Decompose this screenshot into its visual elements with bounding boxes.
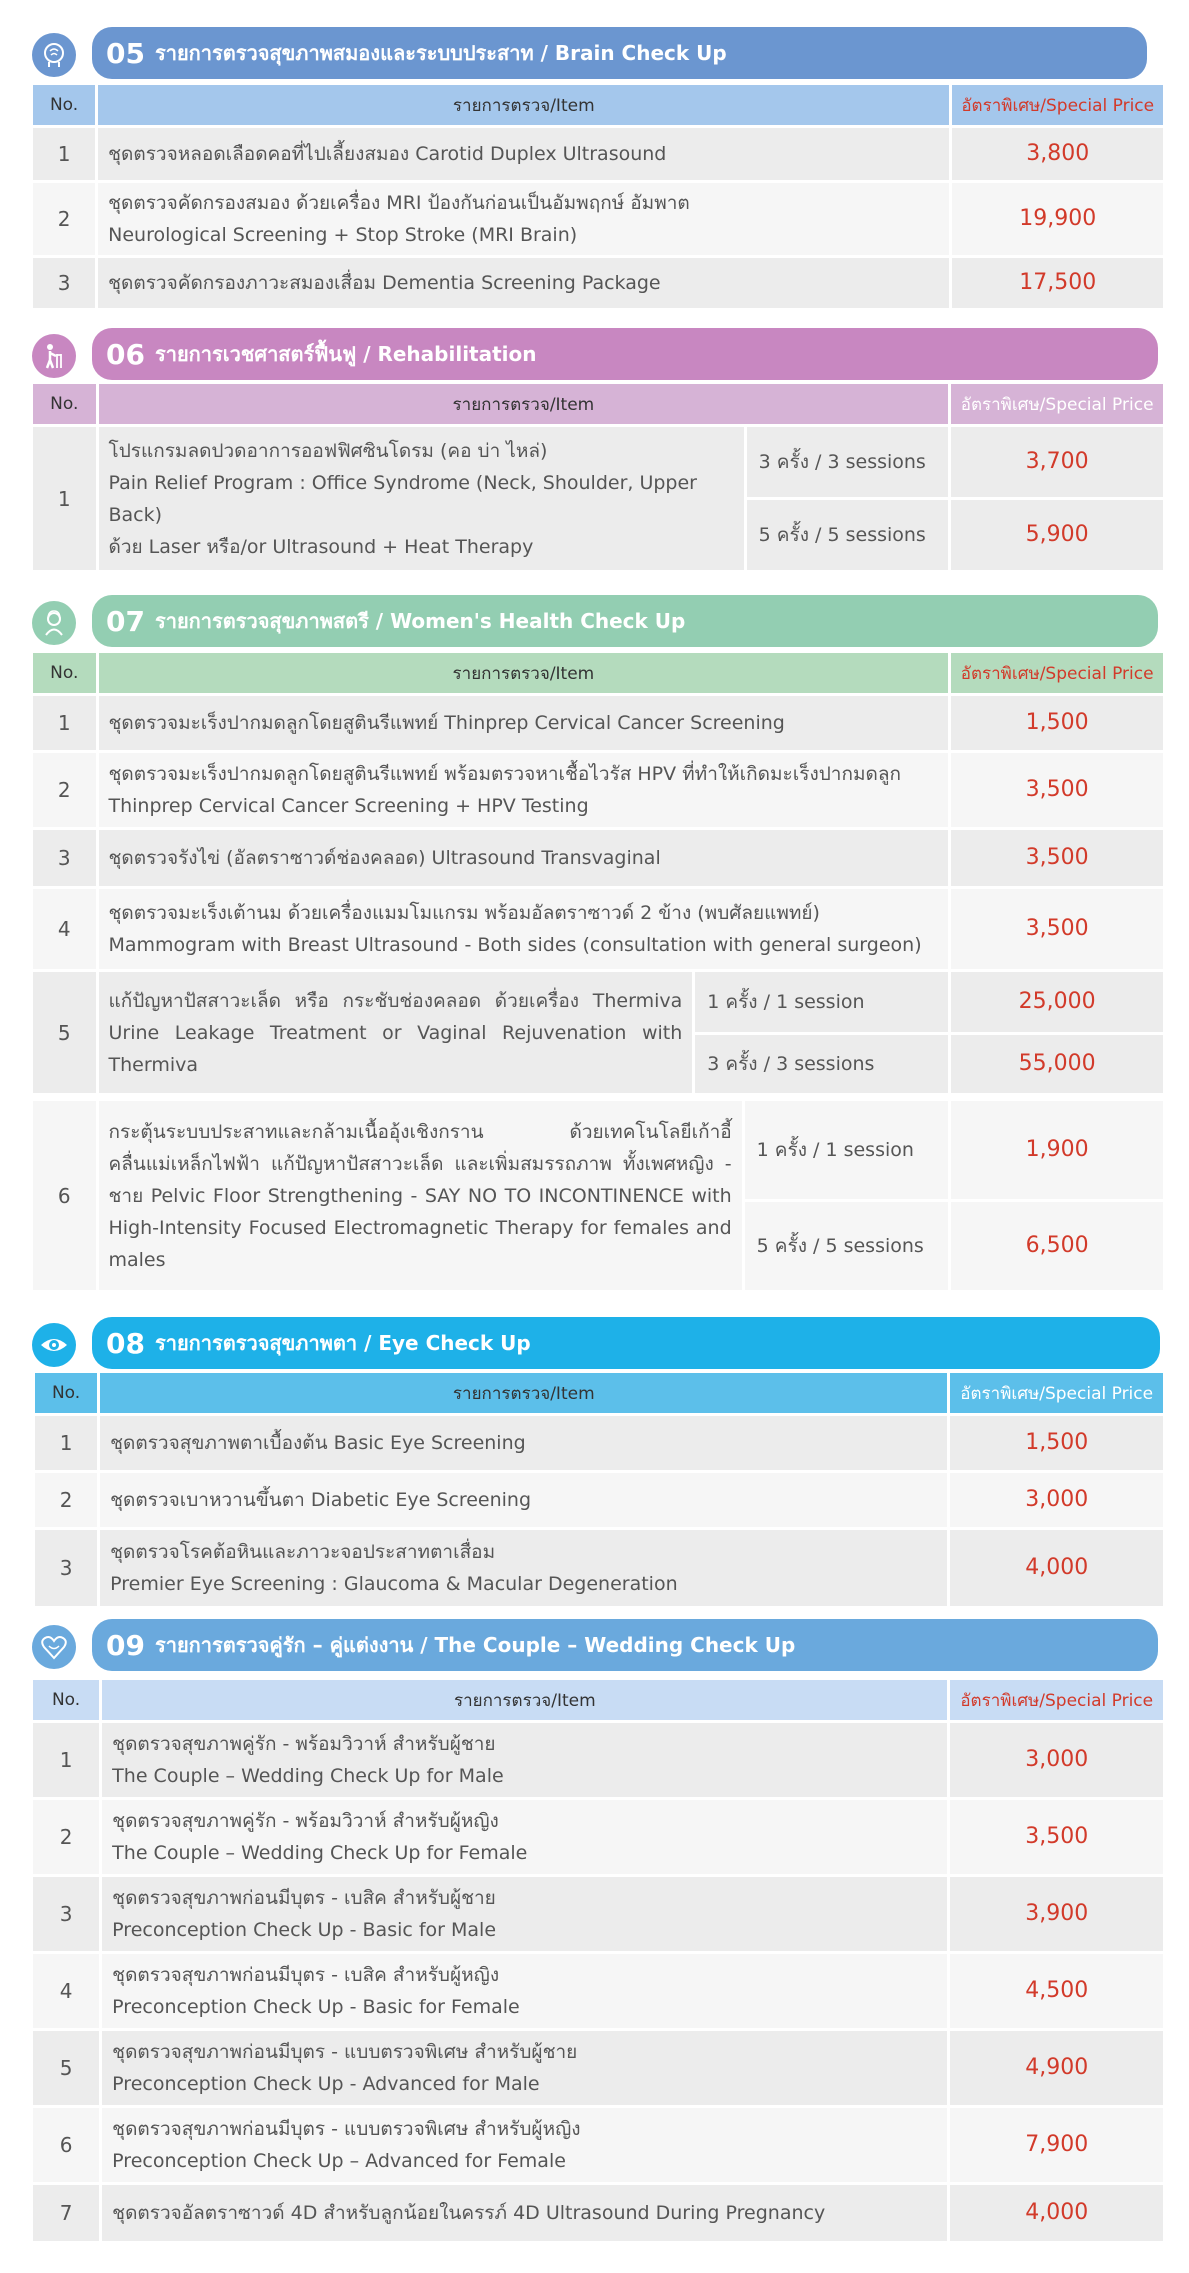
row-item — [98, 258, 949, 308]
row-item — [98, 183, 949, 255]
row-number: 3 — [33, 830, 96, 886]
item-line: Preconception Check Up - Basic for Female — [112, 1996, 520, 2018]
row-price: 4,000 — [950, 2185, 1163, 2241]
row-number: 2 — [35, 1473, 97, 1527]
row-price: 25,000 — [951, 972, 1163, 1032]
item-line: ชุดตรวจสุขภาพก่อนมีบุตร - เบสิค สำหรับผู้หญิง — [112, 1964, 500, 1986]
eye-icon — [32, 1323, 76, 1367]
section-08-header — [32, 1317, 1160, 1373]
section-number: 09 — [106, 1628, 145, 1662]
womens-health-table — [30, 650, 1166, 1096]
row-price: 3,000 — [950, 1723, 1163, 1797]
table-row — [33, 696, 1163, 750]
row-number: 5 — [33, 972, 96, 1093]
header-no: No. — [35, 1373, 97, 1413]
table-row — [33, 753, 1163, 827]
item-line: Preconception Check Up - Advanced for Male — [112, 2073, 540, 2095]
row-price: 3,800 — [952, 128, 1163, 180]
row-price: 5,900 — [951, 500, 1163, 570]
table-row — [33, 2108, 1163, 2182]
row-number: 5 — [33, 2031, 99, 2105]
table-row — [35, 1473, 1163, 1527]
row-item — [99, 972, 693, 1093]
section-05-header — [32, 27, 1147, 83]
item-text: แก้ปัญหาปัสสาวะเล็ด หรือ กระชับช่องคลอด ด้วยเครื่อง Thermiva Urine Leakage Treatment or Vaginal Rejuvenation with Thermiva — [108, 989, 683, 1076]
header-item: รายการตรวจ/Item — [99, 384, 949, 424]
woman-icon — [32, 601, 76, 645]
couple-checkup-table — [30, 1677, 1166, 2244]
row-item — [102, 1877, 947, 1951]
row-price: 3,500 — [951, 753, 1163, 827]
item-line: ชุดตรวจหลอดเลือดคอที่ไปเลี้ยงสมอง Carotid Duplex Ultrasound — [108, 143, 667, 165]
section-title: รายการตรวจสุขภาพสมองและระบบประสาท / Brain Check Up — [154, 41, 727, 65]
row-number: 1 — [33, 128, 95, 180]
walker-person-icon — [32, 334, 76, 378]
brain-checkup-table — [30, 82, 1166, 311]
item-line: ชุดตรวจสุขภาพคู่รัก - พร้อมวิวาห์ สำหรับผู้ชาย — [112, 1733, 496, 1755]
item-line: Premier Eye Screening : Glaucoma & Macular Degeneration — [110, 1573, 678, 1595]
row-item — [102, 1723, 947, 1797]
row-price: 3,000 — [950, 1473, 1163, 1527]
item-line: ชุดตรวจสุขภาพก่อนมีบุตร - เบสิค สำหรับผู้ชาย — [112, 1887, 496, 1909]
table-row — [35, 1416, 1163, 1470]
row-item — [99, 830, 949, 886]
rehabilitation-table — [30, 381, 1166, 573]
row-number: 7 — [33, 2185, 99, 2241]
table-row — [35, 1530, 1163, 1606]
row-number: 3 — [35, 1530, 97, 1606]
header-item: รายการตรวจ/Item — [98, 85, 949, 125]
session-option: 1 ครั้ง / 1 session — [745, 1101, 949, 1199]
item-line: ชุดตรวจสุขภาพก่อนมีบุตร - แบบตรวจพิเศษ สำหรับผู้หญิง — [112, 2118, 581, 2140]
row-item — [102, 2185, 947, 2241]
row-item — [102, 2031, 947, 2105]
table-row — [33, 2031, 1163, 2105]
row-price: 55,000 — [951, 1035, 1163, 1093]
row-price: 3,500 — [950, 1800, 1163, 1874]
header-price: อัตราพิเศษ/Special Price — [951, 384, 1163, 424]
item-line: The Couple – Wedding Check Up for Female — [112, 1842, 528, 1864]
row-number: 1 — [33, 696, 96, 750]
row-item — [100, 1416, 947, 1470]
table-row — [33, 830, 1163, 886]
item-text: กระตุ้นระบบประสาทและกล้ามเนื้ออุ้งเชิงกราน ด้วยเทคโนโลยีเก้าอี้คลื่นแม่เหล็กไฟฟ้า แก้ปัญหาปัสสาวะเล็ด และเพิ่มสมรรถภาพ ทั้งเพศหญิง - ชาย Pelvic Floor Strengthening - SAY NO TO INCONTINENCE with High-Intensity Focused Electromagnetic Therapy for females and males — [108, 1120, 732, 1271]
section-07-header — [32, 595, 1158, 651]
section-09-title-bar — [92, 1619, 1158, 1671]
row-item — [102, 2108, 947, 2182]
section-05-title-bar — [92, 27, 1147, 79]
row-price: 3,700 — [951, 427, 1163, 497]
session-option: 1 ครั้ง / 1 session — [695, 972, 948, 1032]
row-item — [99, 1101, 742, 1290]
item-line: Thinprep Cervical Cancer Screening + HPV Testing — [108, 795, 589, 817]
header-item: รายการตรวจ/Item — [100, 1373, 947, 1413]
row-price: 6,500 — [951, 1202, 1163, 1290]
table-row — [33, 2185, 1163, 2241]
item-line: Preconception Check Up - Basic for Male — [112, 1919, 497, 1941]
row-item — [98, 128, 949, 180]
section-title: รายการตรวจคู่รัก – คู่แต่งงาน / The Couple – Wedding Check Up — [154, 1633, 796, 1657]
womens-health-table-row6 — [30, 1098, 1166, 1293]
session-option: 3 ครั้ง / 3 sessions — [747, 427, 949, 497]
row-price: 3,900 — [950, 1877, 1163, 1951]
row-price: 19,900 — [952, 183, 1163, 255]
table-row — [33, 1800, 1163, 1874]
row-price: 17,500 — [952, 258, 1163, 308]
brain-icon — [32, 33, 76, 77]
row-item — [99, 753, 949, 827]
row-price: 3,500 — [951, 830, 1163, 886]
table-row — [33, 183, 1163, 255]
row-item — [102, 1954, 947, 2028]
item-line: ชุดตรวจมะเร็งปากมดลูกโดยสูตินรีแพทย์ Thinprep Cervical Cancer Screening — [108, 712, 785, 734]
section-06-header — [32, 328, 1158, 384]
row-price: 1,500 — [950, 1416, 1163, 1470]
row-number: 4 — [33, 889, 96, 969]
header-no: No. — [33, 384, 96, 424]
section-title: รายการตรวจสุขภาพสตรี / Women's Health Check Up — [154, 609, 686, 633]
row-number: 3 — [33, 258, 95, 308]
section-title: รายการตรวจสุขภาพตา / Eye Check Up — [154, 1331, 531, 1355]
row-price: 3,500 — [951, 889, 1163, 969]
section-06-title-bar — [92, 328, 1158, 380]
row-price: 4,500 — [950, 1954, 1163, 2028]
heart-icon — [32, 1625, 76, 1669]
row-number: 4 — [33, 1954, 99, 2028]
row-number: 1 — [33, 427, 96, 570]
item-line: ชุดตรวจโรคต้อหินและภาวะจอประสาทตาเสื่อม — [110, 1541, 496, 1563]
row-item — [100, 1530, 947, 1606]
row-number: 2 — [33, 183, 95, 255]
section-number: 07 — [106, 604, 145, 638]
section-number: 05 — [106, 36, 145, 70]
section-07-title-bar — [92, 595, 1158, 647]
item-line: ชุดตรวจรังไข่ (อัลตราซาวด์ช่องคลอด) Ultrasound Transvaginal — [108, 847, 661, 869]
table-row — [33, 427, 1163, 497]
table-header-row — [35, 1373, 1163, 1413]
header-price: อัตราพิเศษ/Special Price — [951, 653, 1163, 693]
table-row — [33, 1101, 1163, 1199]
row-item — [99, 696, 949, 750]
row-item — [99, 889, 949, 969]
section-title: รายการเวชศาสตร์ฟื้นฟู / Rehabilitation — [154, 342, 537, 366]
row-price: 4,000 — [950, 1530, 1163, 1606]
table-header-row — [33, 85, 1163, 125]
table-row — [33, 972, 1163, 1032]
item-line: ชุดตรวจคัดกรองสมอง ด้วยเครื่อง MRI ป้องกันก่อนเป็นอัมพฤกษ์ อัมพาต — [108, 192, 690, 214]
row-item — [99, 427, 744, 570]
row-number: 3 — [33, 1877, 99, 1951]
item-line: Preconception Check Up – Advanced for Female — [112, 2150, 566, 2172]
table-row — [33, 889, 1163, 969]
section-09-header — [32, 1619, 1158, 1675]
table-row — [33, 1723, 1163, 1797]
session-option: 3 ครั้ง / 3 sessions — [695, 1035, 948, 1093]
header-item: รายการตรวจ/Item — [102, 1680, 947, 1720]
row-number: 2 — [33, 753, 96, 827]
table-row — [33, 258, 1163, 308]
row-number: 6 — [33, 1101, 96, 1290]
header-no: No. — [33, 1680, 99, 1720]
row-item — [100, 1473, 947, 1527]
header-price: อัตราพิเศษ/Special Price — [950, 1680, 1163, 1720]
row-price: 4,900 — [950, 2031, 1163, 2105]
item-line: Pain Relief Program : Office Syndrome (Neck, Shoulder, Upper Back) — [108, 471, 697, 526]
table-row — [33, 1954, 1163, 2028]
item-line: โปรแกรมลดปวดอาการออฟฟิศซินโดรม (คอ บ่า ไหล่) — [108, 439, 548, 462]
item-line: ชุดตรวจมะเร็งปากมดลูกโดยสูตินรีแพทย์ พร้อมตรวจหาเชื้อไวรัส HPV ที่ทำให้เกิดมะเร็งปากมดลูก — [108, 763, 901, 785]
row-item — [102, 1800, 947, 1874]
item-line: ชุดตรวจมะเร็งเต้านม ด้วยเครื่องแมมโมแกรม พร้อมอัลตราซาวด์ 2 ข้าง (พบศัลยแพทย์) — [108, 902, 820, 924]
item-line: ชุดตรวจคัดกรองภาวะสมองเสื่อม Dementia Screening Package — [108, 272, 661, 294]
item-line: ชุดตรวจสุขภาพตาเบื้องต้น Basic Eye Screening — [110, 1432, 526, 1454]
item-line: Neurological Screening + Stop Stroke (MRI Brain) — [108, 224, 578, 246]
table-row — [33, 1877, 1163, 1951]
header-price: อัตราพิเศษ/Special Price — [952, 85, 1163, 125]
table-header-row — [33, 384, 1163, 424]
session-option: 5 ครั้ง / 5 sessions — [745, 1202, 949, 1290]
header-no: No. — [33, 85, 95, 125]
session-option: 5 ครั้ง / 5 sessions — [747, 500, 949, 570]
item-line: The Couple – Wedding Check Up for Male — [112, 1765, 504, 1787]
header-price: อัตราพิเศษ/Special Price — [950, 1373, 1163, 1413]
item-line: ชุดตรวจอัลตราซาวด์ 4D สำหรับลูกน้อยในครรภ์ 4D Ultrasound During Pregnancy — [112, 2202, 826, 2224]
row-price: 7,900 — [950, 2108, 1163, 2182]
table-header-row — [33, 653, 1163, 693]
item-line: ชุดตรวจสุขภาพก่อนมีบุตร - แบบตรวจพิเศษ สำหรับผู้ชาย — [112, 2041, 578, 2063]
item-line: ชุดตรวจเบาหวานขึ้นตา Diabetic Eye Screening — [110, 1489, 532, 1511]
item-line: ด้วย Laser หรือ/or Ultrasound + Heat Therapy — [108, 535, 534, 558]
row-price: 1,900 — [951, 1101, 1163, 1199]
header-no: No. — [33, 653, 96, 693]
row-price: 1,500 — [951, 696, 1163, 750]
item-line: ชุดตรวจสุขภาพคู่รัก - พร้อมวิวาห์ สำหรับผู้หญิง — [112, 1810, 499, 1832]
table-header-row — [33, 1680, 1163, 1720]
row-number: 2 — [33, 1800, 99, 1874]
item-line: Mammogram with Breast Ultrasound - Both sides (consultation with general surgeon) — [108, 934, 922, 956]
row-number: 1 — [33, 1723, 99, 1797]
table-row — [33, 128, 1163, 180]
row-number: 1 — [35, 1416, 97, 1470]
header-item: รายการตรวจ/Item — [99, 653, 949, 693]
row-number: 6 — [33, 2108, 99, 2182]
section-number: 06 — [106, 337, 145, 371]
section-number: 08 — [106, 1326, 145, 1360]
section-08-title-bar — [92, 1317, 1160, 1369]
eye-checkup-table — [32, 1370, 1166, 1609]
